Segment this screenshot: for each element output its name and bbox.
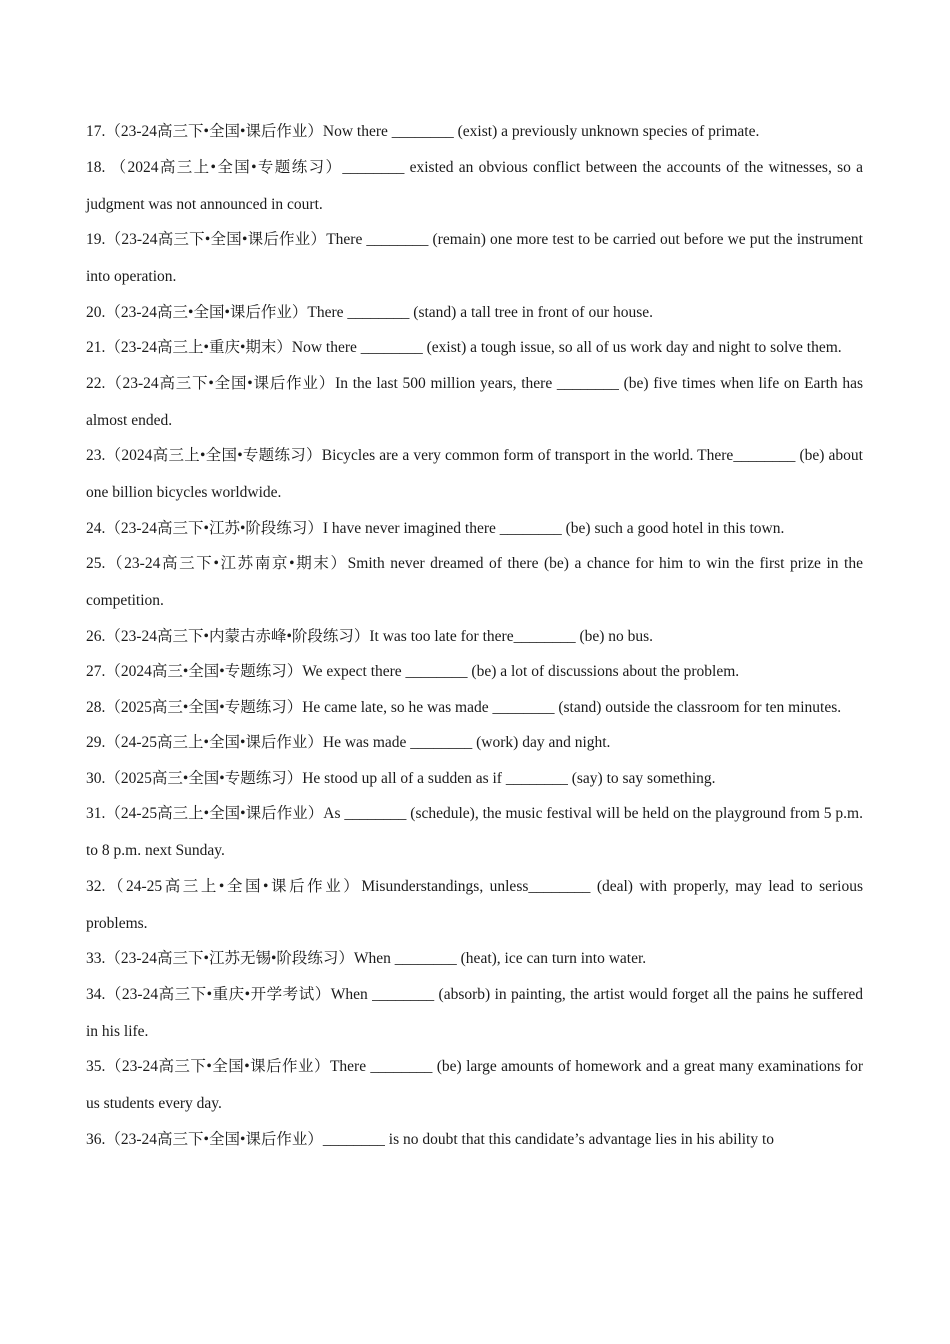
question-20: 20.（23-24高三•全国•课后作业）There ________ (stand) a tall tree in front of our house. [86,303,654,321]
question-28: 28.（2025高三•全国•专题练习）He came late, so he was made ________ (stand) outside the classroom for ten minutes. [86,698,842,716]
question-25: 25.（23-24高三下•江苏南京•期末）Smith never dreamed of there (be) a chance for him to win the first prize in the competition. [86,555,863,609]
question-34: 34.（23-24高三下•重庆•开学考试）When ________ (absorb) in painting, the artist would forget all the pains he suffered in his life. [86,985,863,1040]
question-22: 22.（23-24高三下•全国•课后作业）In the last 500 million years, there ________ (be) five times when life on Earth has almost ended. [86,374,863,429]
exercise-page [86,113,863,1156]
question-23: 23.（2024高三上•全国•专题练习）Bicycles are a very common form of transport in the world. There________ (be) about one billion bicycles worldwide. [86,447,863,501]
question-27: 27.（2024高三•全国•专题练习）We expect there ________ (be) a lot of discussions about the problem. [86,663,740,680]
question-36: 36.（23-24高三下•全国•课后作业）________ is no doubt that this candidate’s advantage lies in his ability to [86,1130,775,1148]
question-17: 17.（23-24高三下•全国•课后作业）Now there ________ (exist) a previously unknown species of primate. [86,123,760,140]
question-26: 26.（23-24高三下•内蒙古赤峰•阶段练习）It was too late for there________ (be) no bus. [86,627,654,645]
question-30: 30.（2025高三•全国•专题练习）He stood up all of a sudden as if ________ (say) to say something. [86,769,716,787]
question-18: 18. （2024高三上•全国•专题练习）________ existed an obvious conflict between the accounts of the witnesses, so a judgment was not announced in court. [86,158,863,213]
question-21: 21.（23-24高三上•重庆•期末）Now there ________ (exist) a tough issue, so all of us work day and night to solve them. [86,339,842,356]
question-32: 32.（24-25高三上•全国•课后作业）Misunderstandings, unless________ (deal) with properly, may lead to serious problems. [86,877,863,932]
question-29: 29.（24-25高三上•全国•课后作业）He was made ________ (work) day and night. [86,734,611,751]
question-31: 31.（24-25高三上•全国•课后作业）As ________ (schedule), the music festival will be held on the playground from 5 p.m. to 8 p.m. next Sunday. [86,805,863,859]
question-33: 33.（23-24高三下•江苏无锡•阶段练习）When ________ (heat), ice can turn into water. [86,950,647,967]
question-35: 35.（23-24高三下•全国•课后作业）There ________ (be) large amounts of homework and a great many examinations for us students every day. [86,1058,863,1112]
question-19: 19.（23-24高三下•全国•课后作业）There ________ (remain) one more test to be carried out before we put the instrument into operation. [86,231,863,285]
question-24: 24.（23-24高三下•江苏•阶段练习）I have never imagined there ________ (be) such a good hotel in this town. [86,519,785,537]
